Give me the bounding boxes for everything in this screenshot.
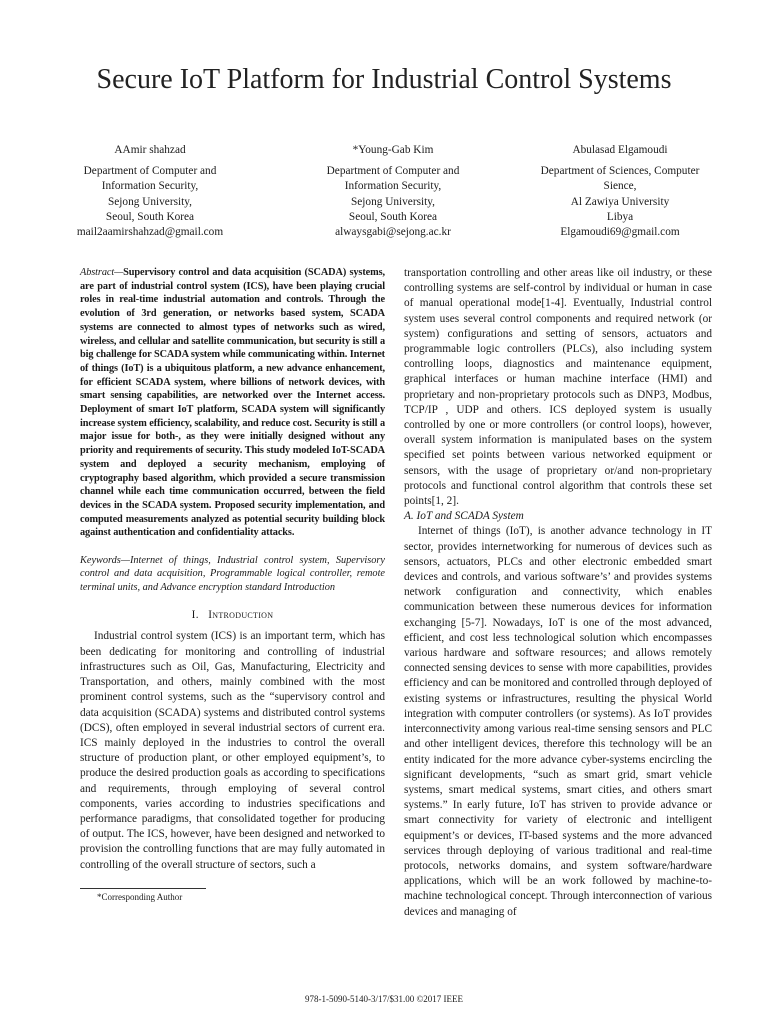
section-heading-introduction [80,608,385,623]
author-affiliation-line: Department of Computer and [83,165,217,178]
right-column [404,266,712,920]
abstract [80,266,385,540]
author-affiliation-line: Department of Computer and [326,165,460,178]
author-affiliation-line: Seoul, South Korea [105,210,195,223]
body-paragraph: transportation controlling and other areas like oil industry, or these controlling systems are self-control by individual or human in case of manual operational mode[1-4]. Eventually, Industrial control system uses several control components and required network (or system) configurations and setting of sensors, actuators and programmable logic controllers (PLCs), also including system controlling loops, diagnostics and maintenance equipment, graphical interfaces or human machine interface (HMI) and proprietary and non-proprietary protocols such as DNP3, Modbus, TCP/IP , UDP and others. ICS deployed system is usually controlled by one or more controllers (or control loops), however, overall system information is manipulated bases on the system specified set points between various networked equipment or sensors, with the usage of proprietary or/and non-proprietary protocols and functional control algorithm that controls these set points[1, 2]. [404,267,712,508]
author-name: Abulasad Elgamoudi [572,144,668,156]
author-name: AAmir shahzad [114,144,186,156]
author-affiliation-line: Information Security, [344,180,442,193]
keywords: Keywords—Internet of things, Industrial control system, Supervisory control and data acquisition, Programmable logical controller, remote terminal units, and Advance encryption standard Introduction [80,555,385,593]
author-email: Elgamoudi69@gmail.com [560,226,680,239]
author-block-3 [520,143,720,240]
author-block-1 [50,143,250,240]
author-email: mail2aamirshahzad@gmail.com [76,226,224,239]
subsection-heading: A. IoT and SCADA System [404,510,524,523]
introduction-paragraph: Industrial control system (ICS) is an important term, which has been dedicating for monitoring and controlling of industrial infrastructures such as Oil, Gas, Manufacturing, Electricity and Transportation, and others, mainly combined with the most prominent control systems, such as the “supervisory control and data acquisition (SCADA) systems and distributed control systems (DCS), often employed in several industrial sectors of current era. ICS mainly deployed in the industries to control the overall structure of production plant, or other employed equipment’s, to produce the desired production goals as according to specifications and requirements, through employing of several control components, varies according to industries specifications and performance paradigms, that consolidated together for producing of output. The ICS, however, have been designed and networked to provision the controlling functions that are may fully automated in controlling of the overall structure of sectors, such a [80,630,385,871]
section-number: I. [191,609,199,622]
footnote-divider [80,888,206,889]
author-affiliation-line: Sejong University, [351,195,435,208]
footnote: *Corresponding Author [97,892,183,902]
author-email: alwaysgabi@sejong.ac.kr [335,226,451,239]
author-affiliation-line: Libya [606,210,634,223]
abstract-text: Supervisory control and data acquisition (SCADA) systems, are part of industrial control system (ICS), have been playing crucial roles in real-time industrial automation and controls. Through the evolution of 3rd generation, or networks based system, SCADA systems are connected to almost types of networks such as wired, wireless, and cellular and satellite communication, but security is still a big challenge for SCADA system while communicating within. Internet of things (IoT) is a ubiquitous platform, a new advance enhancement, for efficient SCADA system, where billions of network devices, with smart sensing capabilities, are networked over the Internet access. Deployment of smart IoT platform, SCADA system will significantly increase system efficiency, scalability, and reduce cost. Security is still a major issue for both-, as they were initially designed without any priority and requirements of security. This study modeled IoT-SCADA system and deployed a security mechanism, employing of cryptography based algorithm, which provided a secure transmission channel while each time communication occurred, between the field devices in the SCADA system. Proposed security implementation, and computed measurements analyzed as potential security building block against authentication and confidentiality attacks. [80,267,385,539]
author-affiliation-line: Department of Sciences, Computer [540,165,700,178]
author-affiliation-line: Information Security, [101,180,199,193]
copyright-footer: 978-1-5090-5140-3/17/$31.00 ©2017 IEEE [304,994,464,1004]
left-column [80,266,385,873]
author-affiliation-line: Seoul, South Korea [348,210,438,223]
author-block-2 [293,143,493,240]
section-title: Introduction [208,609,274,622]
author-affiliation-line: Sejong University, [108,195,192,208]
author-name: *Young-Gab Kim [352,144,434,156]
paper-title: Secure IoT Platform for Industrial Control Systems [96,64,672,95]
body-paragraph: Internet of things (IoT), is another advance technology in IT sector, provides internetworking for numerous of devices such as sensors, actuators, PLCs and other electronic embedded smart devices and controls, and various software’s’ and provides systems network configuration and connectivity, which enables communication between these numerous devices for information exchanging [5-7]. Nowadays, IoT is one of the most advanced, efficient, and cost less technological solution which encompasses various hardware and software resources; and allows remotely connected sensing devices to sense with more capabilities, provides efficiency and can be monitored and controlled through deployed of existing systems or infrastructures, resulting the physical World integration with computer controllers (or systems). As IoT provides interconnectivity among various real-time sensing sensors and PLC and other intelligent devices, therefore this technology will be an entity indicated for the more advance cyber-systems encircling the significant developments, “such as smart grid, smart vehicle systems, smart medical systems, smart cities, and others smart systems.” In early future, IoT has striven to provide advance or smart connectivity for variety of electronic and intelligent equipment’s or devices, IT-based systems and the more advanced services through deploying of various traditional and real-time protocols, networks domains, and system software/hardware applications, which will be an work followed by machine-to-machine technological concept. Through interconnection of various devices and managing of [404,525,712,918]
abstract-label: Abstract— [80,267,124,278]
author-affiliation-line: Sience, [603,180,637,193]
author-affiliation-line: Al Zawiya University [570,195,670,208]
